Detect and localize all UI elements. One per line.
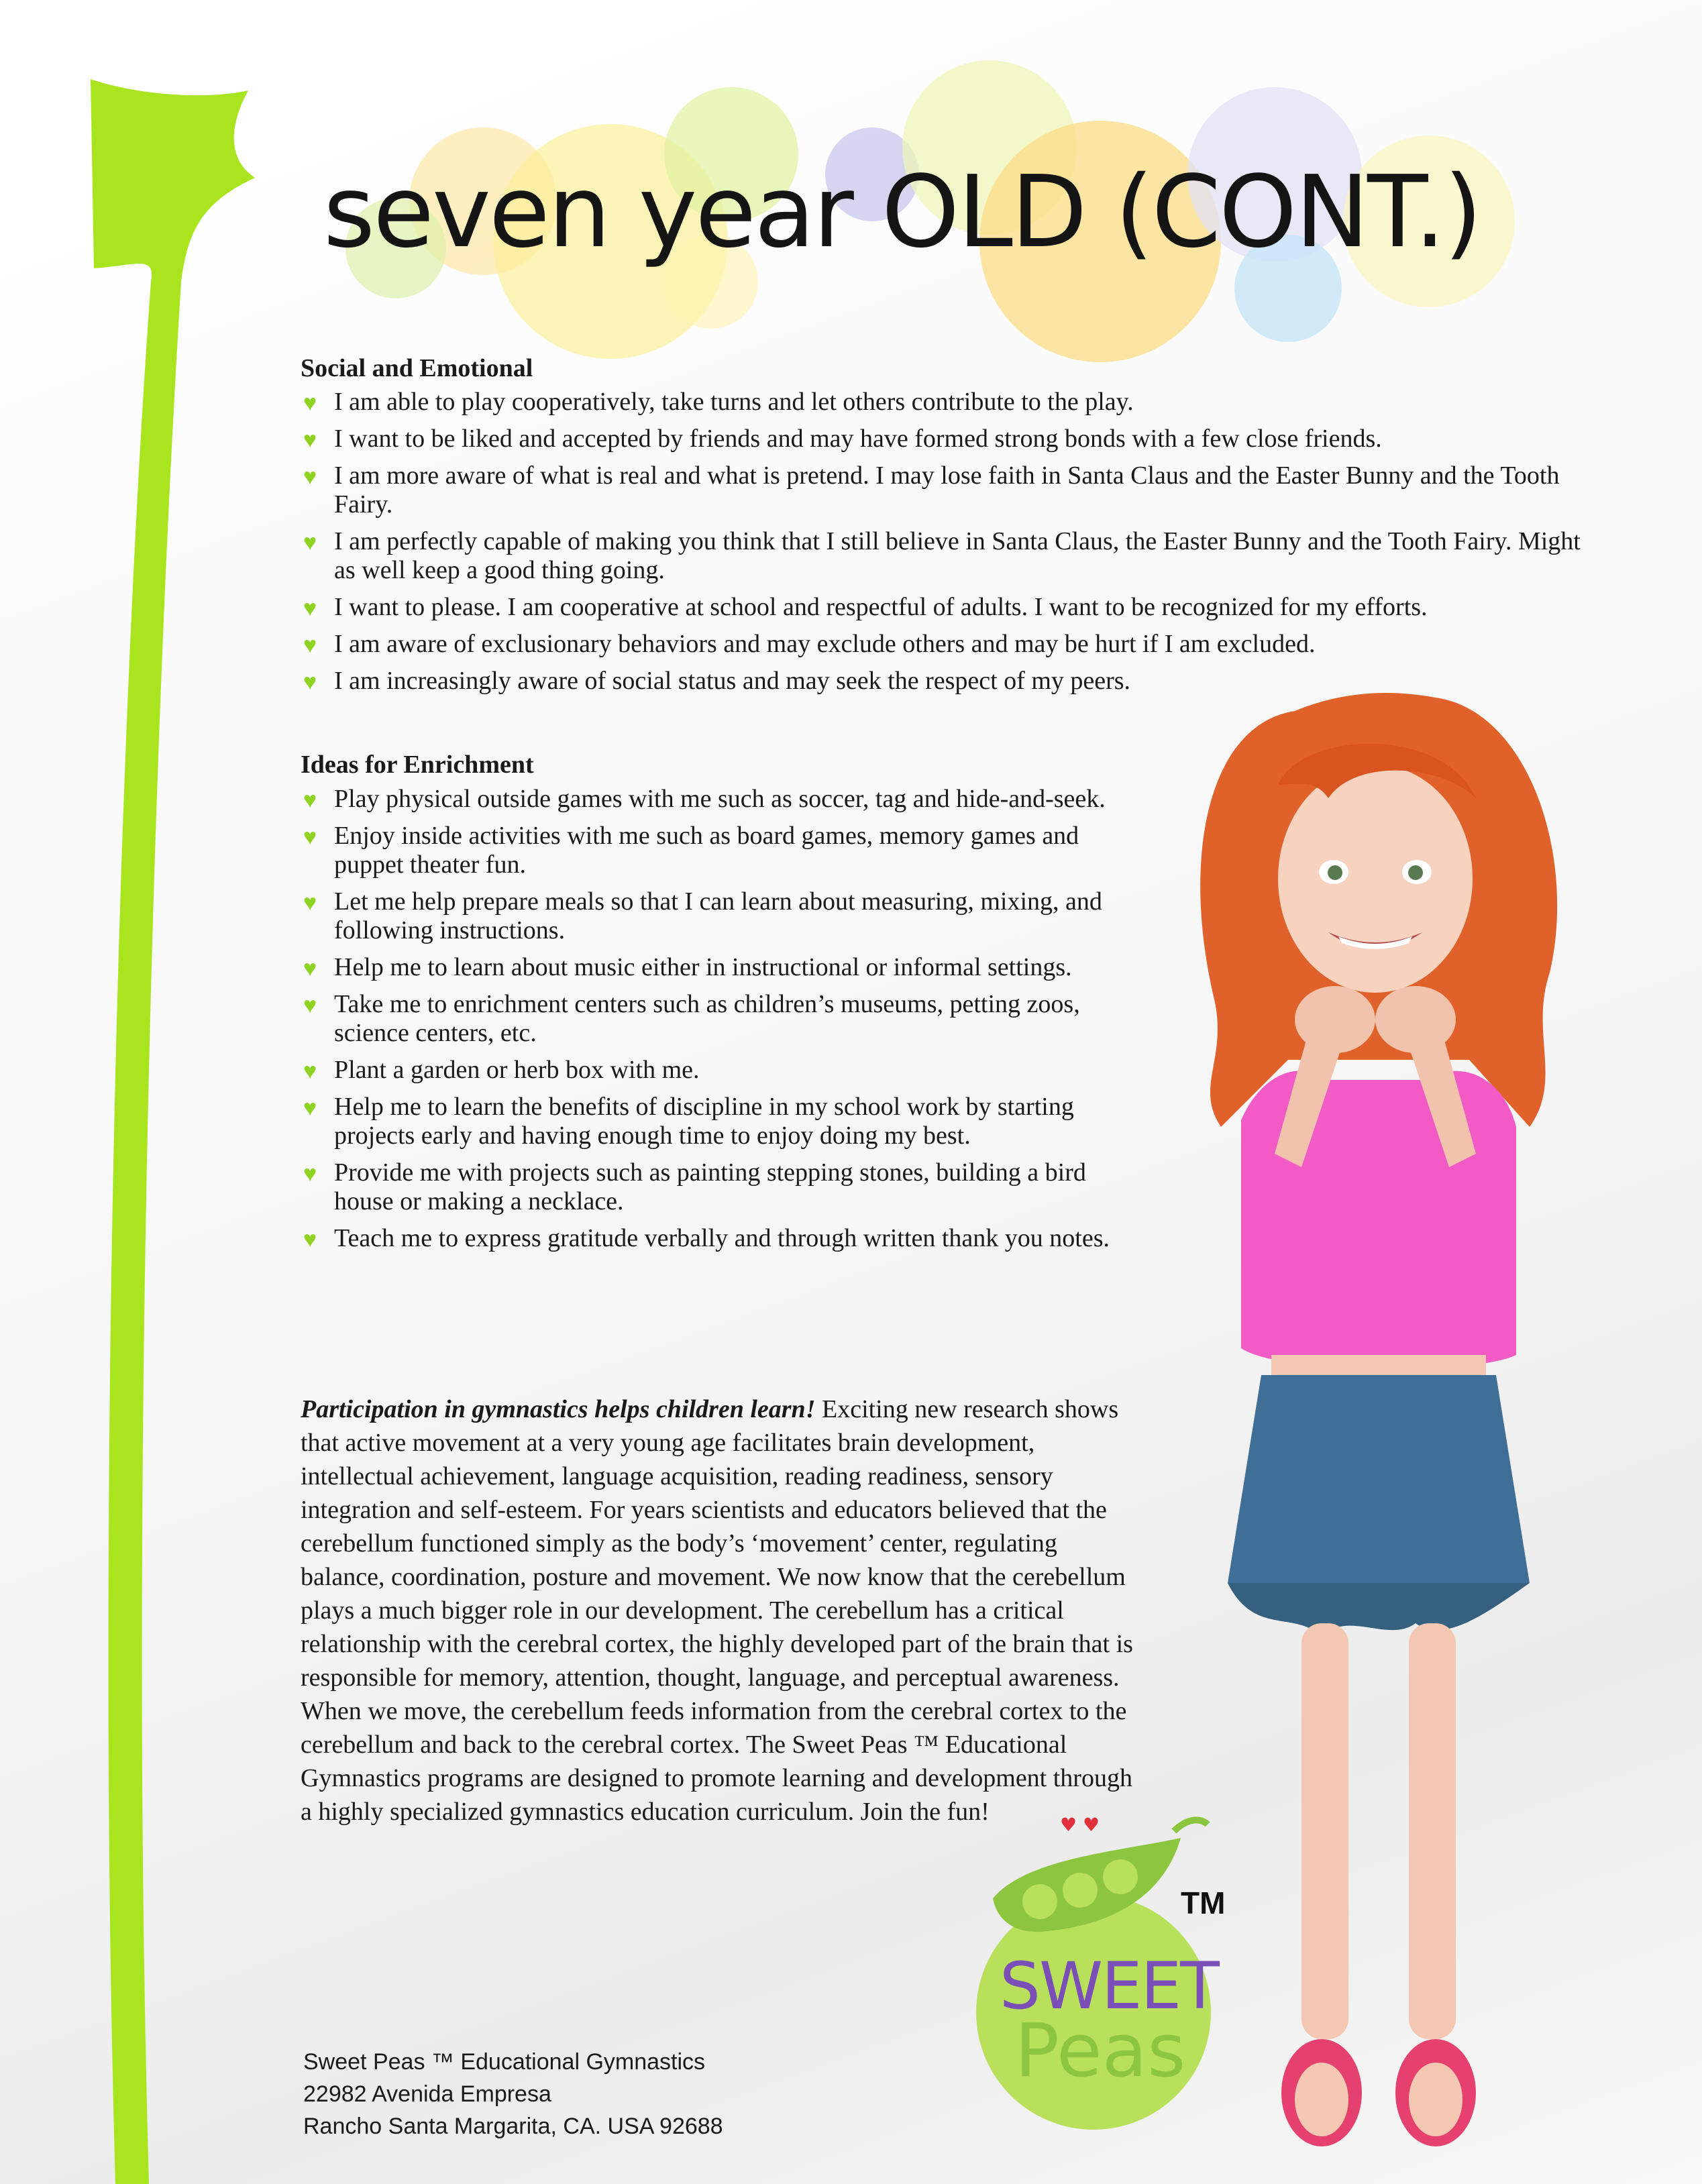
heart-bullet-icon: ♥ <box>303 993 317 1018</box>
list-item: ♥ Help me to learn about music either in instructional or informal settings. <box>301 953 1126 982</box>
sweet-peas-logo <box>966 1811 1234 2136</box>
list-item: ♥ I am more aware of what is real and what is pretend. I may lose faith in Santa Claus and the Easter Bunny and the Tooth Fairy. <box>303 461 1560 518</box>
ideas-heading: Ideas for Enrichment <box>301 751 534 779</box>
logo-word-peas: Peas <box>1014 2008 1186 2093</box>
paragraph-body: Exciting new research shows that active movement at a very young age facilitates brain development, intellectual achievement, language acquisition, reading readiness, sensory integration and self-esteem. For years scientists and educators believed that the cerebellum functioned simply as the body’s ‘movement’ center, regulating balance, coordination, posture and movement. We now know that the cerebellum plays a much bigger role in our development. The cerebellum has a critical relationship with the cerebral cortex, the highly developed part of the brain that is responsible for memory, attention, thought, language, and perceptual awareness. When we move, the cerebellum feeds information from the cerebral cortex to the cerebellum and back to the cerebral cortex. The Sweet Peas ™ Educational Gymnastics programs are designed to promote learning and development through a highly specialized gymnastics education curriculum. Join the fun! <box>301 1395 1133 1826</box>
page-title: seven year OLD (CONT.) <box>323 154 1481 270</box>
heart-bullet-icon: ♥ <box>303 891 317 916</box>
ideas-list <box>301 785 1126 1261</box>
footer-company: Sweet Peas ™ Educational Gymnastics <box>303 2049 706 2075</box>
heart-bullet-icon: ♥ <box>303 1059 317 1084</box>
list-item: ♥ Play physical outside games with me such as soccer, tag and hide-and-seek. <box>301 785 1126 814</box>
list-item: ♥ Enjoy inside activities with me such as board games, memory games and puppet theater fun. <box>303 822 1079 879</box>
list-item: ♥ I want to be liked and accepted by friends and may have formed strong bonds with a few close friends. <box>301 425 1602 453</box>
paragraph-lead: Participation in gymnastics helps children learn! <box>301 1395 816 1423</box>
heart-bullet-icon: ♥ <box>303 1227 317 1252</box>
heart-bullet-icon: ♥ <box>303 633 317 658</box>
heart-bullet-icon: ♥ <box>303 391 317 416</box>
list-item: ♥ Provide me with projects such as painting stepping stones, building a bird house or making a necklace. <box>303 1158 1086 1215</box>
footer-street: 22982 Avenida Empresa <box>303 2081 551 2107</box>
heart-bullet-icon: ♥ <box>303 788 317 813</box>
social-heading: Social and Emotional <box>301 354 533 382</box>
heart-bullet-icon: ♥ <box>303 596 317 621</box>
heart-bullet-icon: ♥ <box>303 957 317 981</box>
list-item: ♥ Plant a garden or herb box with me. <box>301 1056 1126 1085</box>
list-item: ♥ I am able to play cooperatively, take turns and let others contribute to the play. <box>301 388 1602 417</box>
list-item: ♥ Teach me to express gratitude verbally and through written thank you notes. <box>301 1224 1126 1253</box>
list-item: ♥ I am aware of exclusionary behaviors and may exclude others and may be hurt if I am excluded. <box>301 630 1602 659</box>
heart-bullet-icon: ♥ <box>303 1162 317 1187</box>
svg-text:♥ ♥: ♥ ♥ <box>1060 1814 1100 1836</box>
logo-word-sweet: SWEET <box>1000 1949 1218 2024</box>
list-item: ♥ I want to please. I am cooperative at school and respectful of adults. I want to be recognized for my efforts. <box>301 593 1602 622</box>
trademark-mark: TM <box>1181 1886 1226 1920</box>
footer-address <box>303 2046 723 2142</box>
social-list <box>301 388 1602 704</box>
heart-bullet-icon: ♥ <box>303 428 317 453</box>
list-item: ♥ I am perfectly capable of making you think that I still believe in Santa Claus, the Easter Bunny and the Tooth Fairy. Might as well keep a good thing going. <box>303 527 1581 584</box>
heart-bullet-icon: ♥ <box>303 825 317 850</box>
gymnastics-paragraph <box>301 1393 1139 1828</box>
list-item: ♥ Let me help prepare meals so that I can learn about measuring, mixing, and following instructions. <box>303 887 1102 944</box>
heart-bullet-icon: ♥ <box>303 465 317 490</box>
heart-bullet-icon: ♥ <box>303 531 317 555</box>
list-item: ♥ Take me to enrichment centers such as children’s museums, petting zoos, science centers, etc. <box>303 990 1080 1047</box>
heart-bullet-icon: ♥ <box>303 1096 317 1121</box>
list-item: ♥ Help me to learn the benefits of discipline in my school work by starting projects early and having enough time to enjoy doing my best. <box>303 1093 1074 1150</box>
heart-bullet-icon: ♥ <box>303 670 317 695</box>
footer-city: Rancho Santa Margarita, CA. USA 92688 <box>303 2114 723 2139</box>
list-item: ♥ I am increasingly aware of social status and may seek the respect of my peers. <box>301 667 1602 696</box>
